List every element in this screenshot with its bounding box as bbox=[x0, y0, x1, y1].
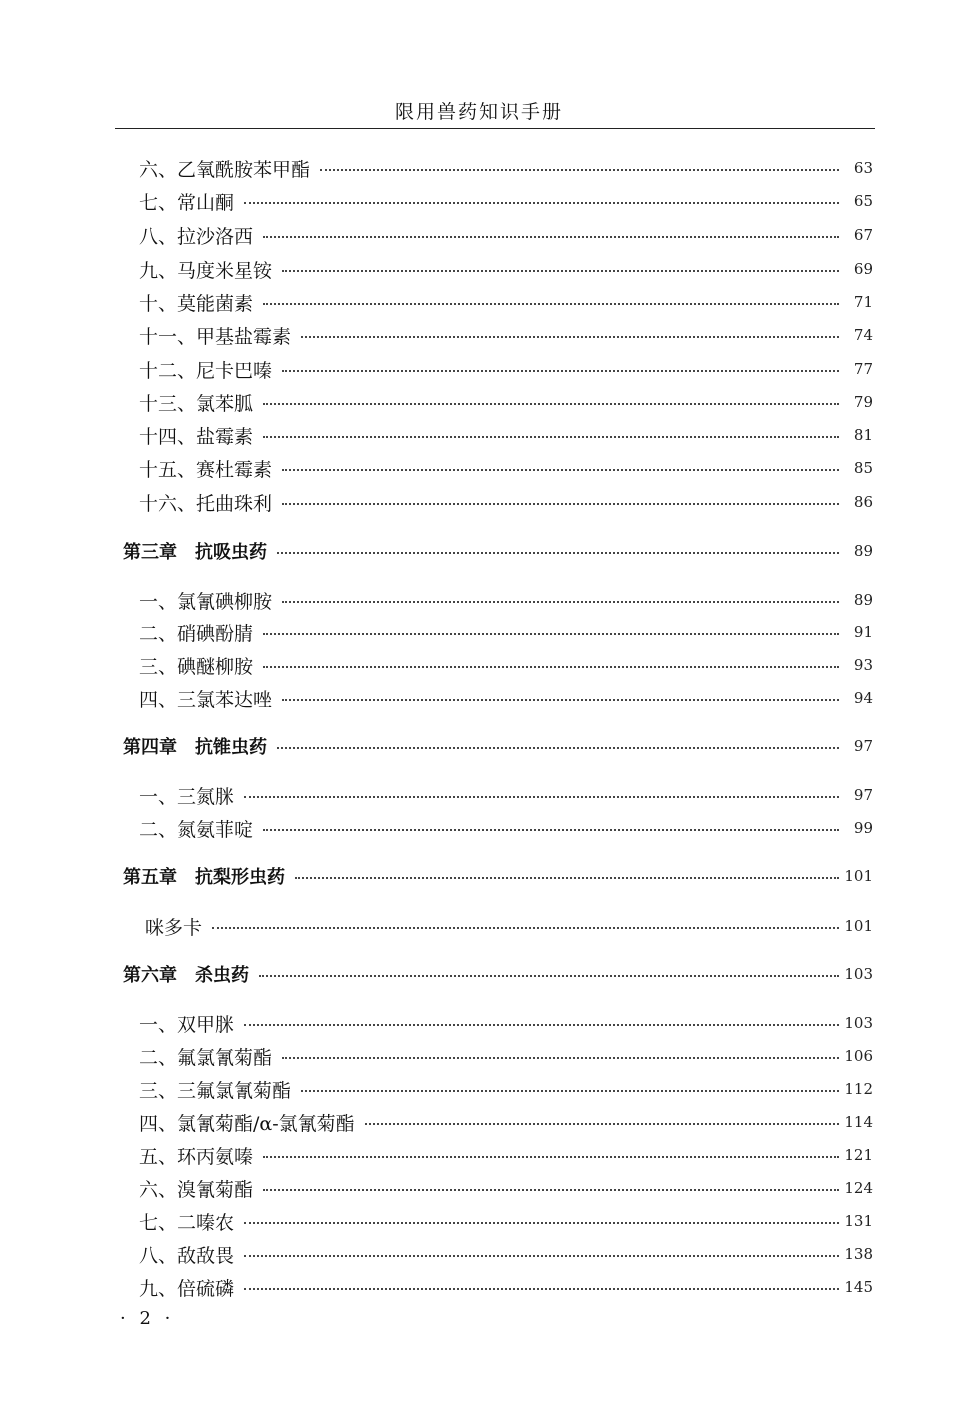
toc-entry-title: 十三、氯苯胍 bbox=[139, 392, 254, 415]
toc-page-number: 106 bbox=[844, 1047, 873, 1065]
toc-page-number: 89 bbox=[853, 591, 873, 609]
toc-page-number: 85 bbox=[853, 459, 873, 477]
dot-leader bbox=[244, 1024, 839, 1026]
toc-entry-title: 第五章 抗梨形虫药 bbox=[123, 867, 285, 888]
toc-entry-title: 八、敌敌畏 bbox=[139, 1244, 235, 1267]
toc-entry-title: 三、碘醚柳胺 bbox=[139, 655, 254, 678]
dot-leader bbox=[244, 796, 839, 798]
toc-page-number: 91 bbox=[853, 623, 873, 641]
toc-page-number: 67 bbox=[853, 226, 873, 244]
toc-entry-row bbox=[115, 221, 875, 249]
toc-entry-row bbox=[115, 651, 875, 679]
toc-entry-row bbox=[115, 618, 875, 646]
toc-page-number: 63 bbox=[853, 159, 873, 177]
dot-leader bbox=[320, 169, 839, 171]
toc-entry-title: 七、常山酮 bbox=[139, 191, 235, 214]
toc-entry-title: 咪多卡 bbox=[145, 916, 203, 939]
toc-entry-row bbox=[115, 1240, 875, 1268]
dot-leader bbox=[263, 1156, 839, 1158]
dot-leader bbox=[263, 403, 839, 405]
dot-leader bbox=[263, 829, 839, 831]
toc-entry-title: 四、三氯苯达唑 bbox=[139, 688, 273, 711]
toc-page-number: 69 bbox=[853, 260, 873, 278]
toc-chapter-row bbox=[115, 960, 875, 988]
toc-entry-row bbox=[115, 255, 875, 283]
dot-leader bbox=[282, 270, 839, 272]
toc-entry-title: 八、拉沙洛西 bbox=[139, 225, 254, 248]
dot-leader bbox=[263, 1189, 839, 1191]
toc-entry-title: 六、溴氰菊酯 bbox=[139, 1178, 254, 1201]
toc-entry-row bbox=[115, 586, 875, 614]
dot-leader bbox=[244, 202, 839, 204]
dot-leader bbox=[282, 699, 839, 701]
toc-chapter-row bbox=[115, 862, 875, 890]
toc-entry-row bbox=[115, 488, 875, 516]
dot-leader bbox=[244, 1288, 839, 1290]
dot-leader bbox=[277, 552, 839, 554]
toc-page-number: 93 bbox=[853, 656, 873, 674]
toc-entry-title: 四、氯氰菊酯/α-氯氰菊酯 bbox=[139, 1112, 355, 1135]
dot-leader bbox=[244, 1222, 839, 1224]
toc-page-number: 124 bbox=[844, 1179, 873, 1197]
toc-entry-title: 十二、尼卡巴嗪 bbox=[139, 359, 273, 382]
toc-entry-row bbox=[115, 1075, 875, 1103]
toc-entry-row bbox=[115, 684, 875, 712]
running-header: 限用兽药知识手册 bbox=[394, 101, 563, 123]
toc-entry-title: 一、三氮脒 bbox=[139, 785, 235, 808]
toc-entry-row bbox=[115, 814, 875, 842]
toc-entry-row bbox=[115, 421, 875, 449]
toc-entry-row bbox=[115, 187, 875, 215]
toc-entry-title: 十一、甲基盐霉素 bbox=[139, 325, 292, 348]
toc-entry-row bbox=[115, 154, 875, 182]
toc-page-number: 71 bbox=[853, 293, 873, 311]
dot-leader bbox=[295, 877, 839, 879]
dot-leader bbox=[282, 469, 839, 471]
dot-leader bbox=[282, 1057, 839, 1059]
page-number: · 2 · bbox=[120, 1308, 175, 1329]
toc-entry-title: 五、环丙氨嗪 bbox=[139, 1145, 254, 1168]
toc-entry-title: 六、乙氧酰胺苯甲酯 bbox=[139, 158, 311, 181]
toc-entry-title: 二、氮氨菲啶 bbox=[139, 818, 254, 841]
toc-entry-title: 二、硝碘酚腈 bbox=[139, 622, 254, 645]
toc-page-number: 114 bbox=[844, 1113, 873, 1131]
toc-page-number: 112 bbox=[844, 1080, 873, 1098]
dot-leader bbox=[282, 503, 839, 505]
toc-entry-row bbox=[115, 1207, 875, 1235]
toc-entry-row bbox=[115, 1141, 875, 1169]
toc-entry-title: 一、双甲脒 bbox=[139, 1013, 235, 1036]
dot-leader bbox=[263, 303, 839, 305]
toc-page-number: 131 bbox=[844, 1212, 873, 1230]
toc-entry-title: 七、二嗪农 bbox=[139, 1211, 235, 1234]
toc-entry-row bbox=[115, 1108, 875, 1136]
toc-page-number: 145 bbox=[844, 1278, 873, 1296]
dot-leader bbox=[301, 1090, 839, 1092]
toc-chapter-row bbox=[115, 732, 875, 760]
toc-page-number: 103 bbox=[844, 1014, 873, 1032]
toc-page-number: 103 bbox=[844, 965, 873, 983]
dot-leader bbox=[244, 1255, 839, 1257]
toc-entry-title: 十五、赛杜霉素 bbox=[139, 458, 273, 481]
dot-leader bbox=[282, 601, 839, 603]
toc-entry-title: 十、莫能菌素 bbox=[139, 292, 254, 315]
toc-entry-row bbox=[115, 1009, 875, 1037]
toc-entry-title: 一、氯氰碘柳胺 bbox=[139, 590, 273, 613]
toc-entry-title: 第四章 抗锥虫药 bbox=[123, 737, 267, 758]
toc-entry-title: 九、倍硫磷 bbox=[139, 1277, 235, 1300]
dot-leader bbox=[365, 1123, 839, 1125]
dot-leader bbox=[259, 975, 839, 977]
toc-page-number: 101 bbox=[844, 867, 873, 885]
dot-leader bbox=[212, 927, 839, 929]
toc-entry-title: 第六章 杀虫药 bbox=[123, 965, 249, 986]
toc-page-number: 97 bbox=[853, 737, 873, 755]
toc-page-number: 65 bbox=[853, 192, 873, 210]
toc-page-number: 94 bbox=[853, 689, 873, 707]
toc-page-number: 79 bbox=[853, 393, 873, 411]
toc-page-number: 89 bbox=[853, 542, 873, 560]
toc-page-number: 99 bbox=[853, 819, 873, 837]
dot-leader bbox=[282, 370, 839, 372]
toc-entry-title: 第三章 抗吸虫药 bbox=[123, 542, 267, 563]
toc-entry-row bbox=[115, 1273, 875, 1301]
dot-leader bbox=[263, 436, 839, 438]
toc-entry-row bbox=[115, 388, 875, 416]
toc-entry-row bbox=[115, 355, 875, 383]
toc-page-number: 77 bbox=[853, 360, 873, 378]
toc-entry-title: 十四、盐霉素 bbox=[139, 425, 254, 448]
toc-entry-row bbox=[115, 912, 875, 940]
dot-leader bbox=[277, 747, 839, 749]
dot-leader bbox=[263, 633, 839, 635]
toc-page-number: 74 bbox=[853, 326, 873, 344]
toc-chapter-row bbox=[115, 537, 875, 565]
toc-page-number: 97 bbox=[853, 786, 873, 804]
toc-page-number: 101 bbox=[844, 917, 873, 935]
toc-entry-title: 十六、托曲珠利 bbox=[139, 492, 273, 515]
toc-page-number: 86 bbox=[853, 493, 873, 511]
toc-page-number: 81 bbox=[853, 426, 873, 444]
dot-leader bbox=[301, 336, 839, 338]
toc-entry-title: 三、三氟氯氰菊酯 bbox=[139, 1079, 292, 1102]
toc-page-number: 138 bbox=[844, 1245, 873, 1263]
dot-leader bbox=[263, 666, 839, 668]
toc-entry-title: 二、氟氯氰菊酯 bbox=[139, 1046, 273, 1069]
toc-page-number: 121 bbox=[844, 1146, 873, 1164]
toc-entry-row bbox=[115, 1042, 875, 1070]
toc-entry-title: 九、马度米星铵 bbox=[139, 259, 273, 282]
toc-entry-row bbox=[115, 321, 875, 349]
toc-entry-row bbox=[115, 781, 875, 809]
header-rule bbox=[115, 128, 875, 129]
dot-leader bbox=[263, 236, 839, 238]
toc-entry-row bbox=[115, 1174, 875, 1202]
toc-entry-row bbox=[115, 454, 875, 482]
toc-entry-row bbox=[115, 288, 875, 316]
